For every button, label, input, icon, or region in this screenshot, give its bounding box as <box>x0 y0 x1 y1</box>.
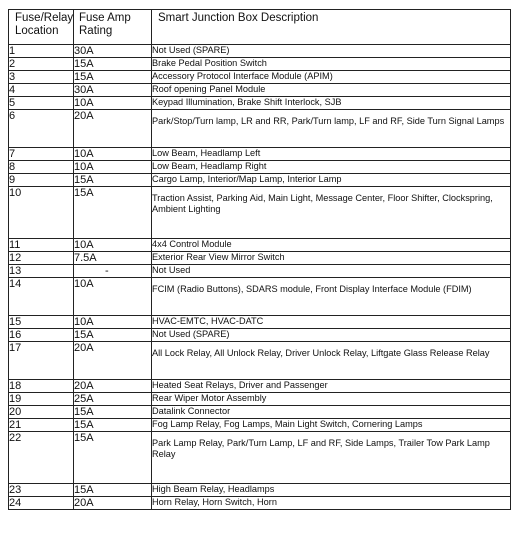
fuse-rating-cell: 15A <box>74 58 152 71</box>
fuse-description-cell: Exterior Rear View Mirror Switch <box>152 252 511 265</box>
fuse-description-cell: Park Lamp Relay, Park/Turn Lamp, LF and RF, Side Lamps, Trailer Tow Park Lamp Relay <box>152 432 511 484</box>
fuse-rating-cell: - <box>74 265 152 278</box>
fuse-description-cell: All Lock Relay, All Unlock Relay, Driver Unlock Relay, Liftgate Glass Release Relay <box>152 342 511 380</box>
fuse-table-sheet <box>8 9 510 539</box>
table-row <box>9 239 511 252</box>
fuse-rating-cell: 10A <box>74 97 152 110</box>
fuse-location-cell: 6 <box>9 110 74 148</box>
fuse-description-cell: Park/Stop/Turn lamp, LR and RR, Park/Turn lamp, LF and RF, Side Turn Signal Lamps <box>152 110 511 148</box>
fuse-description-cell: Accessory Protocol Interface Module (APIM) <box>152 71 511 84</box>
fuse-rating-cell: 30A <box>74 84 152 97</box>
header-rating: Fuse Amp Rating <box>74 10 152 45</box>
table-row <box>9 342 511 380</box>
fuse-description-cell: Fog Lamp Relay, Fog Lamps, Main Light Switch, Cornering Lamps <box>152 419 511 432</box>
fuse-rating-cell: 15A <box>74 187 152 239</box>
fuse-rating-cell: 15A <box>74 406 152 419</box>
table-row <box>9 71 511 84</box>
table-row <box>9 161 511 174</box>
fuse-rating-cell: 15A <box>74 329 152 342</box>
fuse-location-cell: 20 <box>9 406 74 419</box>
fuse-rating-cell: 20A <box>74 110 152 148</box>
header-location: Fuse/Relay Location <box>9 10 74 45</box>
header-description: Smart Junction Box Description <box>152 10 511 45</box>
table-row <box>9 174 511 187</box>
table-row <box>9 497 511 510</box>
fuse-location-cell: 23 <box>9 484 74 497</box>
fuse-description-cell: Low Beam, Headlamp Right <box>152 161 511 174</box>
fuse-rating-cell: 10A <box>74 148 152 161</box>
fuse-description-cell: Cargo Lamp, Interior/Map Lamp, Interior Lamp <box>152 174 511 187</box>
table-row <box>9 148 511 161</box>
fuse-rating-cell: 15A <box>74 419 152 432</box>
fuse-rating-cell: 15A <box>74 71 152 84</box>
fuse-location-cell: 14 <box>9 278 74 316</box>
fuse-location-cell: 10 <box>9 187 74 239</box>
fuse-location-cell: 5 <box>9 97 74 110</box>
fuse-description-cell: Low Beam, Headlamp Left <box>152 148 511 161</box>
fuse-location-cell: 22 <box>9 432 74 484</box>
fuse-description-cell: Heated Seat Relays, Driver and Passenger <box>152 380 511 393</box>
fuse-location-cell: 13 <box>9 265 74 278</box>
fuse-location-cell: 4 <box>9 84 74 97</box>
table-row <box>9 380 511 393</box>
table-row <box>9 265 511 278</box>
fuse-description-cell: High Beam Relay, Headlamps <box>152 484 511 497</box>
fuse-location-cell: 16 <box>9 329 74 342</box>
fuse-location-cell: 17 <box>9 342 74 380</box>
fuse-description-cell: Rear Wiper Motor Assembly <box>152 393 511 406</box>
fuse-location-cell: 2 <box>9 58 74 71</box>
fuse-rating-cell: 15A <box>74 174 152 187</box>
table-row <box>9 316 511 329</box>
fuse-rating-cell: 10A <box>74 278 152 316</box>
fuse-description-cell: FCIM (Radio Buttons), SDARS module, Front Display Interface Module (FDIM) <box>152 278 511 316</box>
table-row <box>9 329 511 342</box>
fuse-location-cell: 24 <box>9 497 74 510</box>
fuse-location-cell: 11 <box>9 239 74 252</box>
fuse-location-cell: 18 <box>9 380 74 393</box>
fuse-location-cell: 12 <box>9 252 74 265</box>
fuse-rating-cell: 15A <box>74 484 152 497</box>
fuse-rating-cell: 7.5A <box>74 252 152 265</box>
fuse-description-cell: Not Used (SPARE) <box>152 329 511 342</box>
fuse-description-cell: Datalink Connector <box>152 406 511 419</box>
fuse-description-cell: Horn Relay, Horn Switch, Horn <box>152 497 511 510</box>
table-row <box>9 432 511 484</box>
table-row <box>9 419 511 432</box>
table-row <box>9 393 511 406</box>
fuse-description-cell: 4x4 Control Module <box>152 239 511 252</box>
fuse-location-cell: 1 <box>9 45 74 58</box>
fuse-rating-cell: 25A <box>74 393 152 406</box>
fuse-rating-cell: 20A <box>74 380 152 393</box>
table-row <box>9 97 511 110</box>
fuse-description-cell: Brake Pedal Position Switch <box>152 58 511 71</box>
table-row <box>9 484 511 497</box>
fuse-description-cell: Not Used <box>152 265 511 278</box>
fuse-description-cell: Traction Assist, Parking Aid, Main Light, Message Center, Floor Shifter, Clockspring, Ambient Lighting <box>152 187 511 239</box>
fuse-description-cell: Roof opening Panel Module <box>152 84 511 97</box>
fuse-rating-cell: 15A <box>74 432 152 484</box>
fuse-description-cell: Not Used (SPARE) <box>152 45 511 58</box>
fuse-location-cell: 9 <box>9 174 74 187</box>
fuse-rating-cell: 10A <box>74 316 152 329</box>
table-body <box>9 45 511 510</box>
header-row <box>9 10 511 45</box>
table-row <box>9 278 511 316</box>
fuse-table <box>8 9 511 510</box>
fuse-location-cell: 3 <box>9 71 74 84</box>
fuse-rating-cell: 20A <box>74 342 152 380</box>
fuse-description-cell: Keypad Illumination, Brake Shift Interlock, SJB <box>152 97 511 110</box>
fuse-location-cell: 15 <box>9 316 74 329</box>
fuse-rating-cell: 20A <box>74 497 152 510</box>
table-row <box>9 110 511 148</box>
table-row <box>9 84 511 97</box>
fuse-location-cell: 19 <box>9 393 74 406</box>
fuse-location-cell: 7 <box>9 148 74 161</box>
table-row <box>9 252 511 265</box>
table-row <box>9 187 511 239</box>
fuse-location-cell: 21 <box>9 419 74 432</box>
fuse-description-cell: HVAC-EMTC, HVAC-DATC <box>152 316 511 329</box>
table-row <box>9 45 511 58</box>
fuse-rating-cell: 10A <box>74 239 152 252</box>
table-row <box>9 406 511 419</box>
fuse-rating-cell: 10A <box>74 161 152 174</box>
table-row <box>9 58 511 71</box>
fuse-rating-cell: 30A <box>74 45 152 58</box>
fuse-location-cell: 8 <box>9 161 74 174</box>
